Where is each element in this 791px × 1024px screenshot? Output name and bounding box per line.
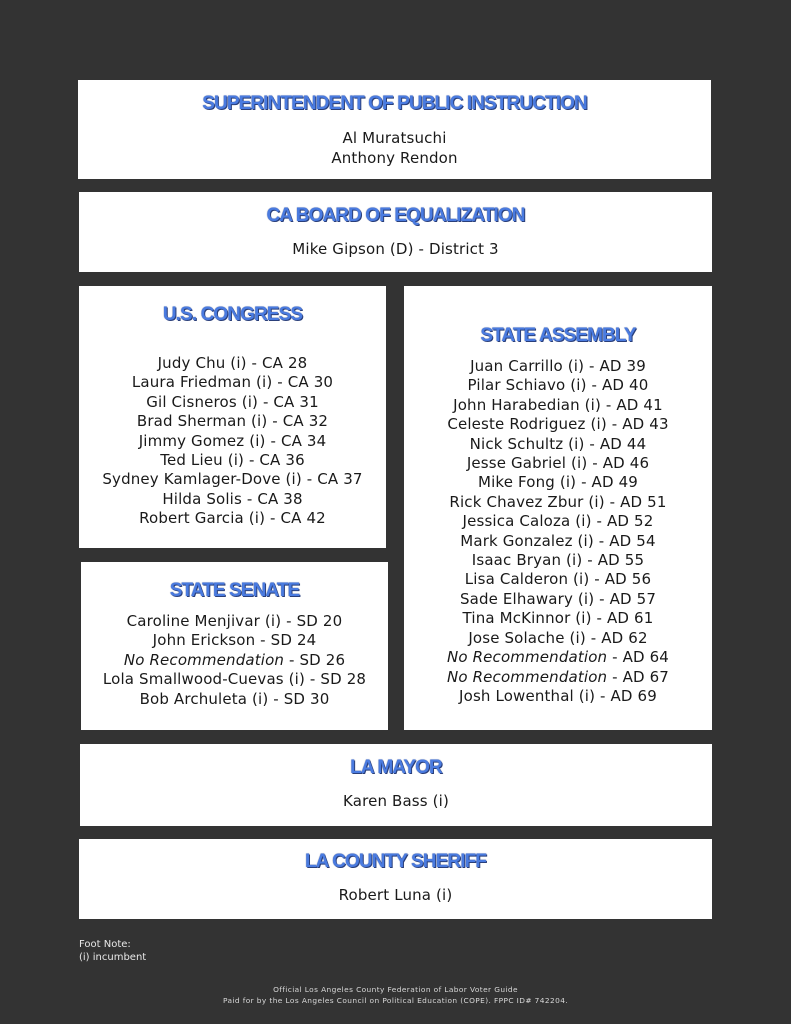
candidate-item (404, 435, 712, 454)
candidate-item: Robert Garcia (i) - CA 42 (139, 509, 326, 528)
candidate-item: Judy Chu (i) - CA 28 (157, 354, 308, 372)
candidate-item (81, 651, 388, 670)
candidate-name: John Harabedian (i) (453, 395, 601, 414)
footnote-label: Foot Note: (79, 939, 131, 950)
la-county-sheriff-heading: LA COUNTY SHERIFF (304, 851, 487, 872)
candidate-name: No Recommendation (446, 667, 608, 686)
candidate-item (404, 668, 712, 687)
footnote (79, 938, 146, 964)
candidate-item (404, 570, 712, 589)
candidate-name: No Recommendation (123, 650, 285, 669)
candidate-item: Hilda Solis - CA 38 (162, 489, 303, 508)
candidate-item (81, 690, 388, 709)
candidate-item (404, 415, 712, 434)
superintendent-heading: SUPERINTENDENT OF PUBLIC INSTRUCTION (202, 93, 587, 114)
candidate-name: Pilar Schiavo (i) (467, 376, 587, 395)
candidate-name: Lisa Calderon (i) (464, 570, 590, 589)
candidate-district: - SD 24 (255, 631, 317, 650)
candidate-district: - AD 43 (606, 415, 669, 434)
footer-line-1: Official Los Angeles County Federation of Labor Voter Guide (273, 985, 518, 994)
candidate-item (81, 670, 388, 689)
candidate-district: - AD 40 (586, 376, 649, 395)
candidate-item: Sydney Kamlager-Dove (i) - CA 37 (102, 470, 363, 489)
candidate-district: - AD 56 (589, 570, 652, 589)
candidate-name: Jesse Gabriel (i) (466, 454, 588, 473)
candidate-district: - AD 51 (604, 492, 667, 511)
superintendent-candidate: Anthony Rendon (331, 149, 458, 167)
la-mayor-heading: LA MAYOR (350, 757, 442, 778)
footer-line-2: Paid for by the Los Angeles Council on Political Education (COPE). FPPC ID# 742204. (222, 996, 569, 1005)
candidate-district: - AD 49 (576, 473, 638, 492)
superintendent-card (78, 80, 711, 179)
candidate-item: Ted Lieu (i) - CA 36 (160, 451, 305, 470)
board-of-equalization-heading: CA BOARD OF EQUALIZATION (266, 205, 525, 226)
candidate-name: Caroline Menjivar (i) (126, 612, 282, 630)
candidate-item: Jimmy Gomez (i) - CA 34 (138, 431, 327, 450)
candidate-district: - AD 55 (582, 551, 645, 570)
candidate-district: - AD 41 (601, 395, 663, 414)
candidate-name: Rick Chavez Zbur (i) (449, 492, 605, 511)
candidate-name: Nick Schultz (i) (469, 434, 585, 453)
candidate-name: No Recommendation (446, 648, 608, 667)
candidate-district: - AD 54 (593, 531, 656, 550)
candidate-item (404, 493, 712, 512)
candidate-item (404, 396, 712, 415)
candidate-item (404, 590, 712, 609)
candidate-district: - SD 30 (268, 689, 330, 708)
candidate-item (81, 612, 388, 631)
candidate-district: - AD 62 (585, 628, 648, 647)
state-assembly-heading: STATE ASSEMBLY (480, 325, 636, 346)
candidate-item (404, 376, 712, 395)
candidate-item (404, 512, 712, 531)
candidate-district: - AD 39 (584, 357, 646, 375)
candidate-name: Sade Elhawary (i) (459, 589, 595, 608)
candidate-district: - AD 64 (607, 648, 670, 667)
candidate-name: Bob Archuleta (i) (139, 689, 269, 708)
candidate-district: - AD 61 (591, 609, 654, 628)
candidate-item (404, 454, 712, 473)
candidate-name: Celeste Rodriguez (i) (447, 415, 607, 434)
candidate-district: - AD 69 (595, 686, 657, 705)
board-of-equalization-candidate: Mike Gipson (D) - District 3 (292, 240, 499, 258)
candidate-item (404, 687, 712, 706)
candidate-district: - SD 26 (284, 650, 346, 669)
candidate-district: - AD 46 (587, 454, 650, 473)
congress-card (79, 286, 386, 548)
candidate-item (81, 631, 388, 650)
candidate-name: Tina McKinnor (i) (462, 609, 592, 628)
la-county-sheriff-candidate: Robert Luna (i) (338, 886, 453, 904)
state-assembly-list (404, 357, 712, 706)
candidate-district: - AD 67 (607, 667, 670, 686)
candidate-district: - AD 44 (584, 434, 647, 453)
candidate-name: Jessica Caloza (i) (462, 512, 592, 531)
candidate-item (404, 532, 712, 551)
candidate-district: - SD 28 (305, 670, 367, 689)
congress-list (79, 354, 386, 529)
candidate-name: Isaac Bryan (i) (471, 551, 583, 570)
la-mayor-card (80, 744, 712, 826)
candidate-item: Laura Friedman (i) - CA 30 (131, 373, 334, 392)
candidate-name: John Erickson (152, 631, 256, 650)
candidate-item (404, 648, 712, 667)
state-senate-list (81, 612, 388, 709)
candidate-district: - AD 52 (591, 512, 654, 531)
candidate-district: - AD 57 (594, 589, 657, 608)
candidate-item (404, 629, 712, 648)
board-of-equalization-card (79, 192, 712, 272)
candidate-item: Gil Cisneros (i) - CA 31 (146, 392, 319, 411)
candidate-name: Mark Gonzalez (i) (460, 531, 594, 550)
candidate-name: Juan Carrillo (i) (470, 357, 585, 375)
state-assembly-card (404, 286, 712, 730)
candidate-item (404, 609, 712, 628)
state-senate-card (81, 562, 388, 730)
state-senate-heading: STATE SENATE (169, 580, 300, 601)
candidate-item (404, 473, 712, 492)
footnote-text: (i) incumbent (79, 952, 147, 963)
candidate-item (404, 357, 712, 376)
candidate-name: Lola Smallwood-Cuevas (i) (102, 670, 306, 689)
candidate-item (404, 551, 712, 570)
candidate-item: Brad Sherman (i) - CA 32 (136, 412, 329, 431)
candidate-name: Mike Fong (i) (478, 473, 577, 492)
congress-heading: U.S. CONGRESS (162, 304, 303, 325)
superintendent-candidate: Al Muratsuchi (342, 129, 447, 147)
la-mayor-candidate: Karen Bass (i) (343, 792, 449, 810)
candidate-name: Josh Lowenthal (i) (459, 686, 596, 705)
la-county-sheriff-card (79, 839, 712, 919)
candidate-name: Jose Solache (i) (468, 628, 586, 647)
footer-disclaimer (0, 984, 791, 1006)
candidate-district: - SD 20 (281, 612, 343, 630)
